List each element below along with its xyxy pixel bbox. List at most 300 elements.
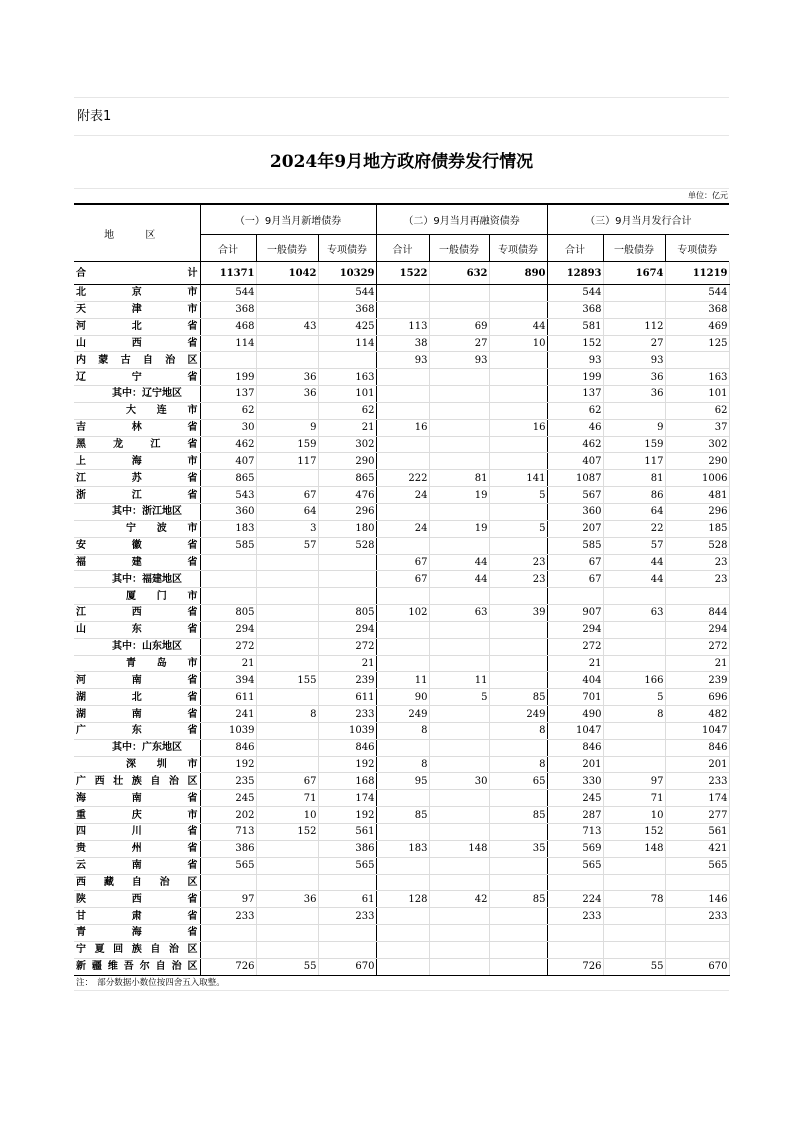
table-row	[74, 756, 729, 773]
value-cell	[429, 301, 489, 318]
value-cell	[256, 857, 318, 874]
table-row	[74, 891, 729, 908]
value-cell: 296	[318, 503, 376, 520]
value-cell	[489, 621, 547, 638]
value-cell: 63	[603, 605, 665, 622]
value-cell: 805	[318, 605, 376, 622]
value-cell: 528	[318, 537, 376, 554]
table-row	[74, 571, 729, 588]
value-cell	[256, 588, 318, 605]
value-cell	[376, 908, 429, 925]
value-cell	[429, 925, 489, 942]
value-cell: 245	[547, 790, 603, 807]
value-cell: 8	[256, 706, 318, 723]
value-cell	[200, 352, 256, 369]
value-cell	[429, 941, 489, 958]
report-title: 2024年9月地方政府债券发行情况	[74, 136, 729, 189]
value-cell	[489, 503, 547, 520]
value-cell	[603, 638, 665, 655]
value-cell: 1674	[603, 262, 665, 285]
value-cell: 62	[318, 402, 376, 419]
value-cell: 10	[603, 807, 665, 824]
col-header: 一般债券	[256, 235, 318, 262]
group-header-total: （三）9月当月发行合计	[547, 204, 729, 235]
value-cell	[429, 638, 489, 655]
value-cell: 44	[603, 554, 665, 571]
value-cell	[256, 655, 318, 672]
table-row	[74, 773, 729, 790]
value-cell: 183	[200, 520, 256, 537]
region-name: 其中：辽宁地区	[74, 386, 200, 403]
value-cell: 62	[200, 402, 256, 419]
value-cell: 81	[603, 470, 665, 487]
value-cell: 67	[376, 571, 429, 588]
value-cell	[318, 941, 376, 958]
group-header-refinance: （二）9月当月再融资债券	[376, 204, 547, 235]
value-cell: 561	[318, 824, 376, 841]
value-cell: 233	[318, 908, 376, 925]
value-cell: 81	[429, 470, 489, 487]
value-cell	[429, 908, 489, 925]
value-cell: 224	[547, 891, 603, 908]
value-cell: 174	[318, 790, 376, 807]
value-cell: 249	[489, 706, 547, 723]
value-cell	[256, 470, 318, 487]
value-cell: 37	[665, 419, 729, 436]
footnote: 注： 部分数据小数位按四舍五入取整。	[74, 976, 729, 991]
value-cell: 55	[256, 958, 318, 975]
table-header	[74, 203, 729, 262]
value-cell: 85	[376, 807, 429, 824]
value-cell	[603, 739, 665, 756]
value-cell	[429, 958, 489, 975]
value-cell: 183	[376, 840, 429, 857]
value-cell: 23	[665, 571, 729, 588]
value-cell: 11219	[665, 262, 729, 285]
value-cell: 468	[200, 318, 256, 335]
value-cell: 407	[547, 453, 603, 470]
value-cell: 805	[200, 605, 256, 622]
value-cell: 67	[256, 487, 318, 504]
region-name: 云南省	[74, 857, 200, 874]
region-name: 厦门市	[74, 588, 200, 605]
table-row	[74, 285, 729, 302]
value-cell	[256, 352, 318, 369]
value-cell	[376, 369, 429, 386]
value-cell: 11	[376, 672, 429, 689]
value-cell: 67	[547, 554, 603, 571]
region-name: 山西省	[74, 335, 200, 352]
region-name: 其中：福建地区	[74, 571, 200, 588]
value-cell: 567	[547, 487, 603, 504]
value-cell: 1522	[376, 262, 429, 285]
value-cell	[489, 638, 547, 655]
value-cell: 5	[489, 520, 547, 537]
table-row	[74, 958, 729, 975]
value-cell: 386	[200, 840, 256, 857]
table-row	[74, 706, 729, 723]
value-cell: 404	[547, 672, 603, 689]
value-cell: 112	[603, 318, 665, 335]
value-cell: 296	[665, 503, 729, 520]
value-cell: 3	[256, 520, 318, 537]
value-cell: 865	[318, 470, 376, 487]
region-name: 宁夏回族自治区	[74, 941, 200, 958]
value-cell	[429, 857, 489, 874]
value-cell: 561	[665, 824, 729, 841]
value-cell: 23	[489, 571, 547, 588]
value-cell	[318, 554, 376, 571]
value-cell: 407	[200, 453, 256, 470]
value-cell: 10	[489, 335, 547, 352]
region-name: 陕西省	[74, 891, 200, 908]
value-cell: 8	[376, 722, 429, 739]
value-cell: 46	[547, 419, 603, 436]
value-cell: 581	[547, 318, 603, 335]
table-row	[74, 369, 729, 386]
value-cell	[489, 352, 547, 369]
col-header: 合计	[200, 235, 256, 262]
value-cell	[665, 352, 729, 369]
data-table	[74, 262, 730, 976]
value-cell: 235	[200, 773, 256, 790]
value-cell: 152	[547, 335, 603, 352]
value-cell: 696	[665, 689, 729, 706]
value-cell: 117	[256, 453, 318, 470]
value-cell: 44	[489, 318, 547, 335]
value-cell	[603, 925, 665, 942]
value-cell: 368	[200, 301, 256, 318]
value-cell	[603, 655, 665, 672]
value-cell: 302	[665, 436, 729, 453]
group-header-new: （一）9月当月新增债券	[200, 204, 376, 235]
col-header: 专项债券	[489, 235, 547, 262]
value-cell: 222	[376, 470, 429, 487]
value-cell: 35	[489, 840, 547, 857]
value-cell: 192	[200, 756, 256, 773]
value-cell: 386	[318, 840, 376, 857]
value-cell	[429, 790, 489, 807]
value-cell	[489, 436, 547, 453]
total-row	[74, 262, 729, 285]
value-cell: 8	[376, 756, 429, 773]
value-cell: 233	[318, 706, 376, 723]
table-row	[74, 386, 729, 403]
value-cell: 64	[256, 503, 318, 520]
value-cell	[429, 369, 489, 386]
col-header: 专项债券	[665, 235, 729, 262]
region-name: 四川省	[74, 824, 200, 841]
value-cell: 368	[318, 301, 376, 318]
value-cell: 476	[318, 487, 376, 504]
value-cell: 11371	[200, 262, 256, 285]
region-name: 北京市	[74, 285, 200, 302]
table-row	[74, 908, 729, 925]
value-cell	[429, 756, 489, 773]
value-cell: 585	[200, 537, 256, 554]
value-cell: 462	[547, 436, 603, 453]
value-cell: 12893	[547, 262, 603, 285]
value-cell	[429, 706, 489, 723]
value-cell: 62	[547, 402, 603, 419]
value-cell: 611	[200, 689, 256, 706]
value-cell	[489, 402, 547, 419]
value-cell: 78	[603, 891, 665, 908]
value-cell: 701	[547, 689, 603, 706]
value-cell: 141	[489, 470, 547, 487]
value-cell: 8	[489, 722, 547, 739]
value-cell	[256, 874, 318, 891]
value-cell: 726	[547, 958, 603, 975]
region-name: 内蒙古自治区	[74, 352, 200, 369]
value-cell	[376, 638, 429, 655]
region-name: 海南省	[74, 790, 200, 807]
region-name: 河北省	[74, 318, 200, 335]
value-cell	[376, 402, 429, 419]
table-row	[74, 470, 729, 487]
region-name: 安徽省	[74, 537, 200, 554]
value-cell: 272	[200, 638, 256, 655]
region-name: 天津市	[74, 301, 200, 318]
value-cell: 64	[603, 503, 665, 520]
region-name: 江西省	[74, 605, 200, 622]
value-cell	[376, 503, 429, 520]
table-row	[74, 722, 729, 739]
value-cell: 23	[489, 554, 547, 571]
table-row	[74, 402, 729, 419]
value-cell: 152	[603, 824, 665, 841]
value-cell: 565	[318, 857, 376, 874]
value-cell	[603, 402, 665, 419]
table-row	[74, 520, 729, 537]
value-cell: 57	[603, 537, 665, 554]
value-cell: 38	[376, 335, 429, 352]
value-cell: 113	[376, 318, 429, 335]
table-row	[74, 436, 729, 453]
value-cell: 199	[200, 369, 256, 386]
value-cell: 241	[200, 706, 256, 723]
region-name: 甘肃省	[74, 908, 200, 925]
value-cell	[318, 352, 376, 369]
region-name: 湖南省	[74, 706, 200, 723]
col-header: 专项债券	[318, 235, 376, 262]
value-cell	[665, 588, 729, 605]
value-cell: 63	[429, 605, 489, 622]
table-row	[74, 621, 729, 638]
table-row	[74, 925, 729, 942]
value-cell: 125	[665, 335, 729, 352]
value-cell	[256, 840, 318, 857]
value-cell: 294	[665, 621, 729, 638]
region-name: 辽宁省	[74, 369, 200, 386]
value-cell: 5	[489, 487, 547, 504]
value-cell: 21	[318, 655, 376, 672]
value-cell: 1042	[256, 262, 318, 285]
value-cell	[429, 419, 489, 436]
table-row	[74, 672, 729, 689]
table-row	[74, 655, 729, 672]
value-cell	[200, 874, 256, 891]
value-cell: 207	[547, 520, 603, 537]
value-cell: 632	[429, 262, 489, 285]
value-cell	[547, 874, 603, 891]
value-cell: 233	[200, 908, 256, 925]
value-cell: 10	[256, 807, 318, 824]
value-cell	[429, 453, 489, 470]
value-cell	[489, 857, 547, 874]
value-cell: 544	[318, 285, 376, 302]
value-cell: 202	[200, 807, 256, 824]
value-cell: 233	[665, 908, 729, 925]
value-cell	[429, 503, 489, 520]
value-cell: 101	[665, 386, 729, 403]
value-cell: 294	[547, 621, 603, 638]
value-cell: 890	[489, 262, 547, 285]
value-cell	[429, 874, 489, 891]
value-cell	[200, 554, 256, 571]
value-cell: 569	[547, 840, 603, 857]
value-cell: 294	[318, 621, 376, 638]
value-cell	[318, 925, 376, 942]
value-cell	[376, 824, 429, 841]
value-cell	[429, 436, 489, 453]
value-cell: 101	[318, 386, 376, 403]
value-cell	[603, 874, 665, 891]
value-cell: 713	[547, 824, 603, 841]
value-cell	[256, 571, 318, 588]
attachment-label: 附表1	[74, 97, 729, 136]
value-cell: 8	[603, 706, 665, 723]
value-cell	[256, 722, 318, 739]
value-cell: 146	[665, 891, 729, 908]
value-cell: 97	[200, 891, 256, 908]
region-name: 吉林省	[74, 419, 200, 436]
value-cell: 360	[200, 503, 256, 520]
value-cell	[603, 621, 665, 638]
value-cell: 481	[665, 487, 729, 504]
table-row	[74, 588, 729, 605]
value-cell	[200, 571, 256, 588]
table-row	[74, 419, 729, 436]
value-cell	[376, 621, 429, 638]
col-header: 合计	[376, 235, 429, 262]
col-header: 一般债券	[603, 235, 665, 262]
value-cell	[318, 588, 376, 605]
value-cell	[429, 588, 489, 605]
value-cell	[256, 605, 318, 622]
value-cell: 330	[547, 773, 603, 790]
value-cell: 36	[256, 386, 318, 403]
value-cell: 137	[200, 386, 256, 403]
value-cell: 24	[376, 487, 429, 504]
value-cell	[489, 301, 547, 318]
value-cell	[376, 453, 429, 470]
value-cell: 239	[665, 672, 729, 689]
value-cell	[429, 386, 489, 403]
value-cell	[429, 722, 489, 739]
value-cell: 43	[256, 318, 318, 335]
value-cell	[318, 874, 376, 891]
value-cell: 36	[603, 386, 665, 403]
table-row	[74, 301, 729, 318]
value-cell	[376, 941, 429, 958]
value-cell	[603, 301, 665, 318]
value-cell: 421	[665, 840, 729, 857]
value-cell	[429, 807, 489, 824]
value-cell: 93	[376, 352, 429, 369]
region-name: 青岛市	[74, 655, 200, 672]
value-cell: 1006	[665, 470, 729, 487]
value-cell: 67	[376, 554, 429, 571]
value-cell	[603, 285, 665, 302]
value-cell: 148	[603, 840, 665, 857]
value-cell: 1039	[200, 722, 256, 739]
value-cell: 93	[603, 352, 665, 369]
value-cell	[376, 655, 429, 672]
region-name: 广西壮族自治区	[74, 773, 200, 790]
value-cell	[547, 941, 603, 958]
region-name: 大连市	[74, 402, 200, 419]
value-cell	[256, 638, 318, 655]
value-cell: 670	[665, 958, 729, 975]
region-name: 广东省	[74, 722, 200, 739]
value-cell: 67	[256, 773, 318, 790]
value-cell	[318, 571, 376, 588]
value-cell: 713	[200, 824, 256, 841]
value-cell	[256, 925, 318, 942]
value-cell: 21	[665, 655, 729, 672]
value-cell: 16	[376, 419, 429, 436]
value-cell: 137	[547, 386, 603, 403]
value-cell: 27	[603, 335, 665, 352]
value-cell	[256, 756, 318, 773]
value-cell: 44	[603, 571, 665, 588]
value-cell: 5	[603, 689, 665, 706]
value-cell: 16	[489, 419, 547, 436]
value-cell: 201	[547, 756, 603, 773]
value-cell: 287	[547, 807, 603, 824]
value-cell: 277	[665, 807, 729, 824]
region-name: 湖北省	[74, 689, 200, 706]
value-cell: 233	[665, 773, 729, 790]
value-cell	[547, 588, 603, 605]
value-cell	[603, 908, 665, 925]
value-cell: 846	[665, 739, 729, 756]
table-row	[74, 537, 729, 554]
region-name: 西藏自治区	[74, 874, 200, 891]
value-cell: 21	[200, 655, 256, 672]
value-cell: 114	[200, 335, 256, 352]
value-cell: 272	[665, 638, 729, 655]
region-name: 新疆维吾尔自治区	[74, 958, 200, 975]
table-row	[74, 941, 729, 958]
value-cell	[665, 874, 729, 891]
value-cell	[489, 908, 547, 925]
value-cell: 294	[200, 621, 256, 638]
table-row	[74, 874, 729, 891]
value-cell	[256, 739, 318, 756]
value-cell	[376, 285, 429, 302]
value-cell: 86	[603, 487, 665, 504]
value-cell: 93	[547, 352, 603, 369]
value-cell	[603, 722, 665, 739]
value-cell: 85	[489, 891, 547, 908]
value-cell: 22	[603, 520, 665, 537]
value-cell: 163	[665, 369, 729, 386]
value-cell: 544	[200, 285, 256, 302]
value-cell: 1039	[318, 722, 376, 739]
value-cell	[429, 655, 489, 672]
